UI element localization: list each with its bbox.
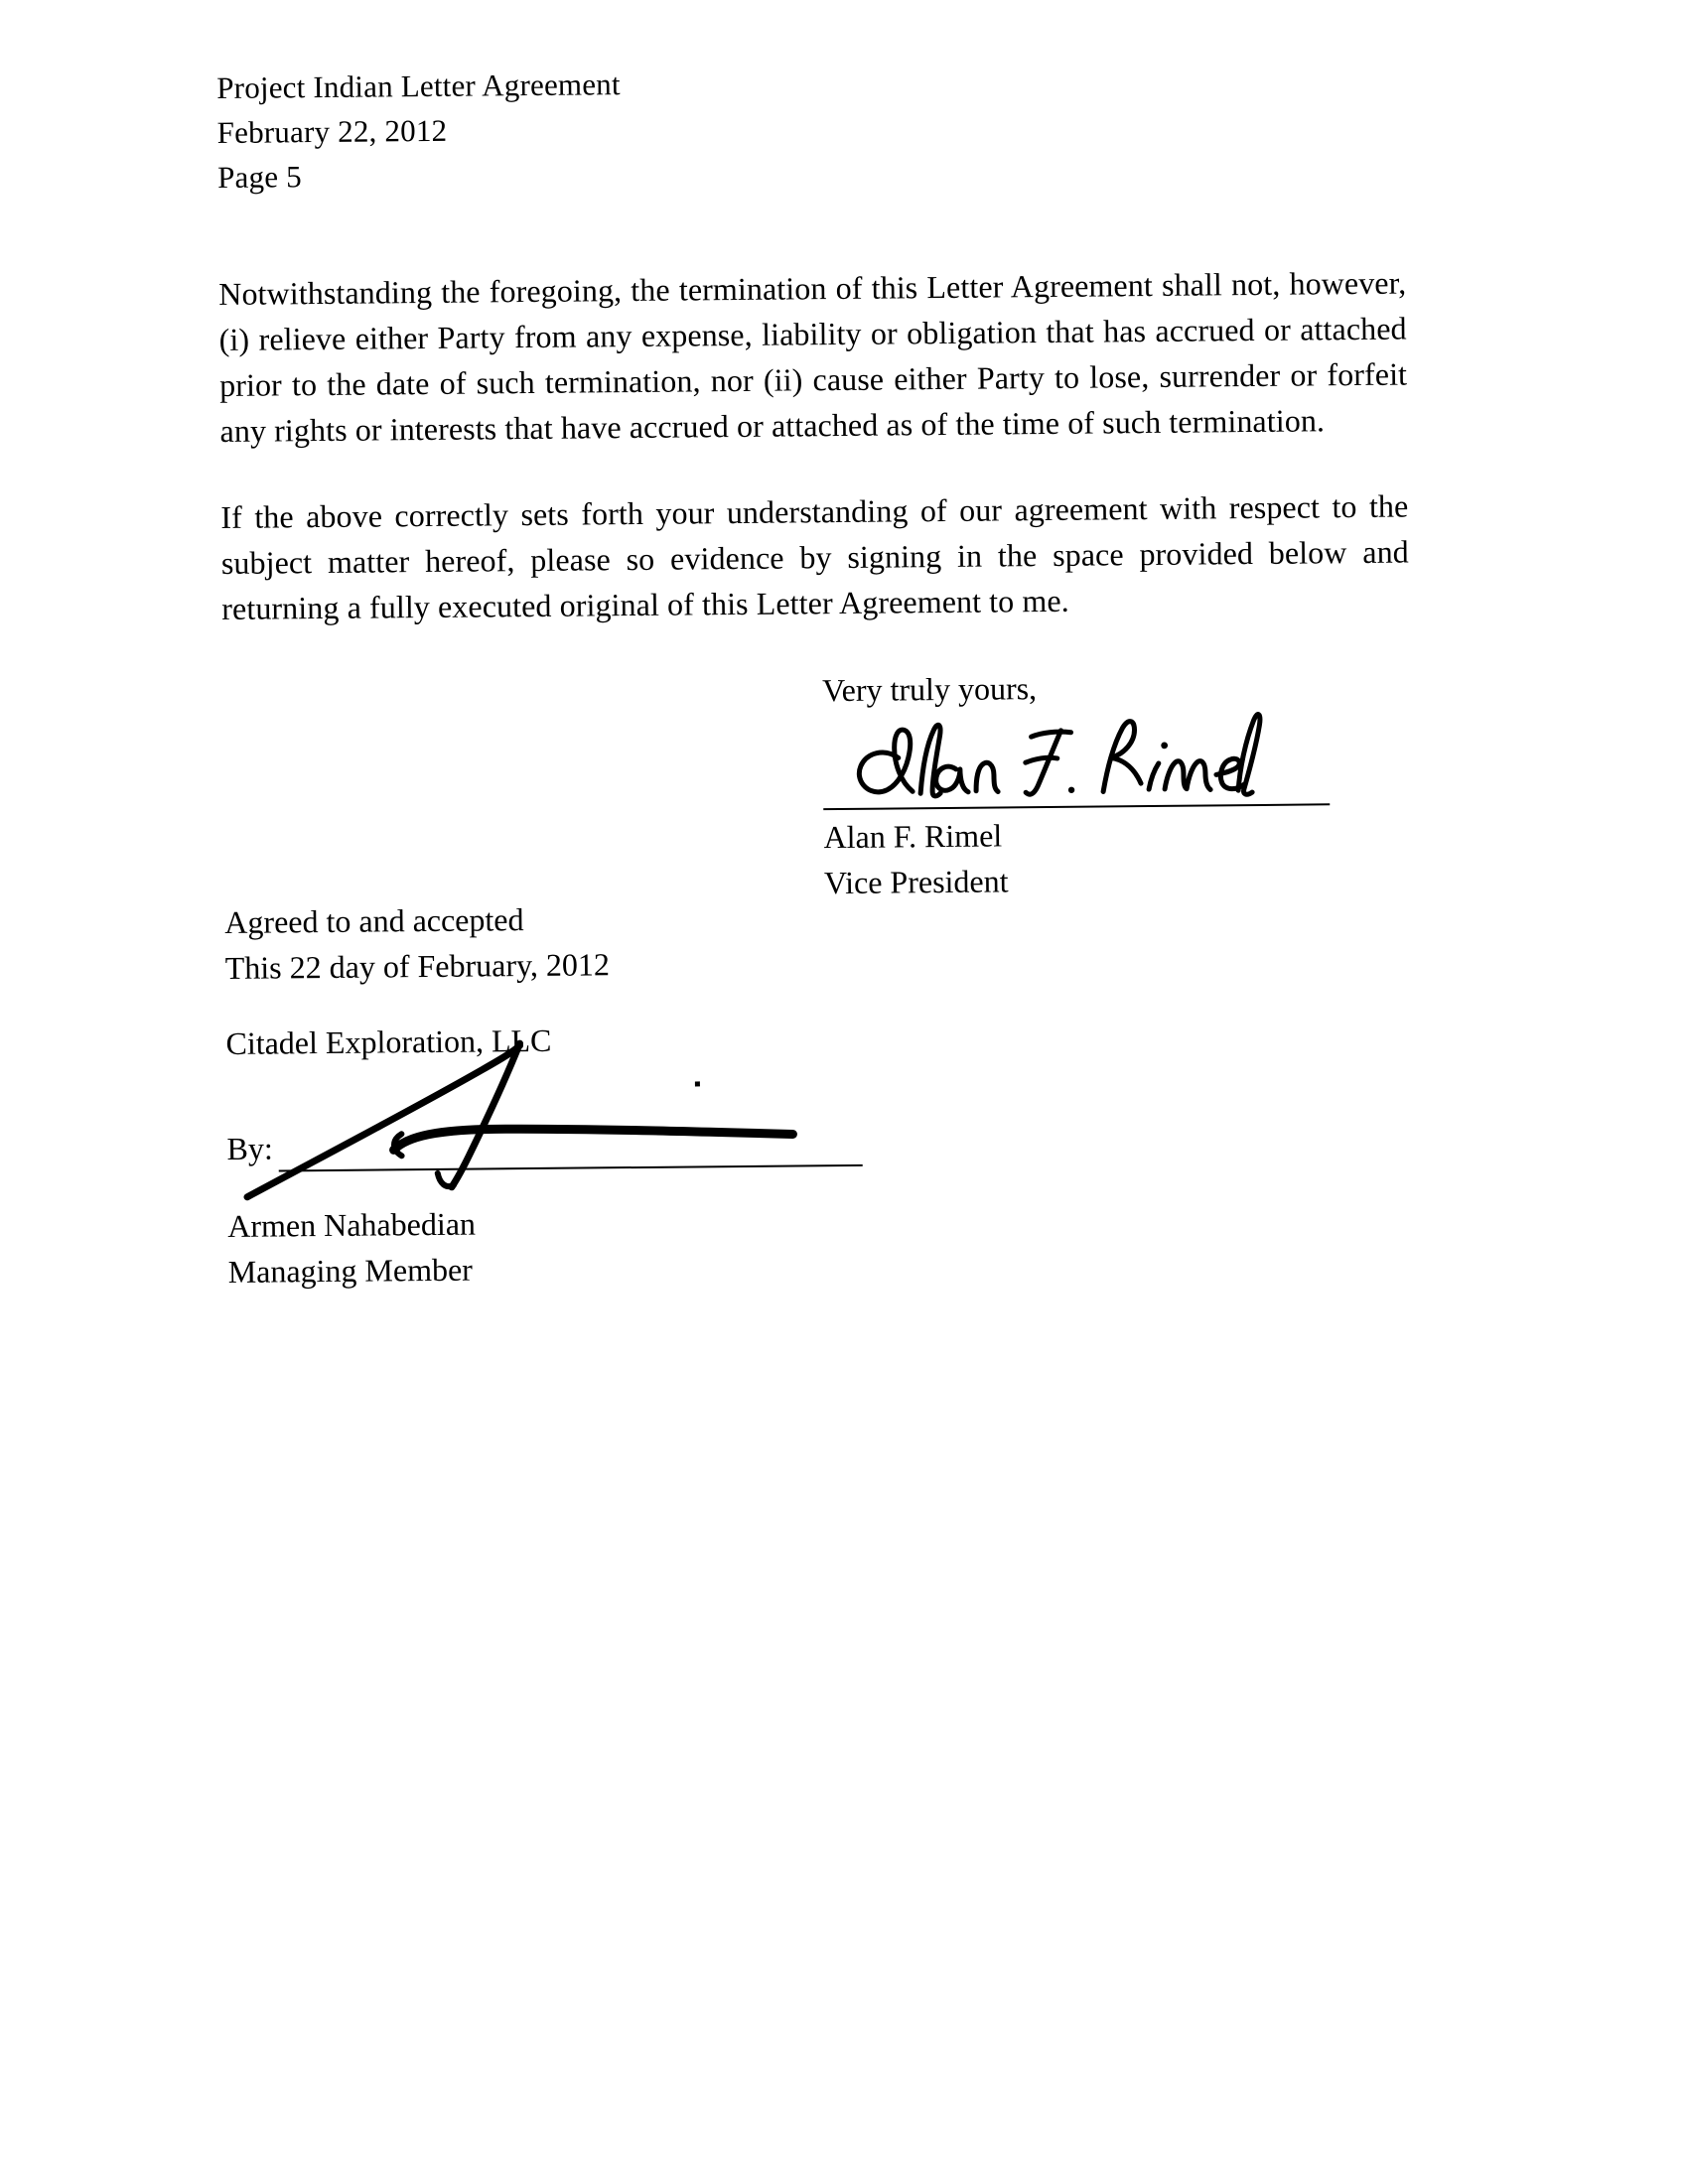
signer-identity-rimel [823, 809, 1331, 905]
body-paragraph-execution-request: If the above correctly sets forth your understanding of our agreement with respect to the subject matter hereof, please so evidence by signing in the space provided below and returning a fully executed original of this Letter Agreement to me. [220, 487, 1409, 626]
handwritten-signature-alan-rimel [836, 705, 1264, 818]
signature-line-armen [279, 1164, 863, 1172]
signer-title-rimel: Vice President [823, 863, 1009, 901]
acceptance-line-agreed: Agreed to and accepted [224, 901, 524, 940]
signer-name-armen: Armen Nahabedian [227, 1205, 477, 1244]
entity-name-citadel: Citadel Exploration, LLC [225, 1022, 552, 1061]
closing-salutation: Very truly yours, [821, 670, 1038, 709]
signer-identity-armen [227, 1201, 477, 1295]
page-header [216, 62, 622, 200]
by-label: By: [226, 1130, 273, 1166]
acceptance-block [224, 895, 610, 991]
entity-block [225, 1018, 551, 1066]
scan-artifact-dot [695, 1081, 700, 1086]
closing-signature-block [822, 662, 1331, 905]
header-page-number: Page 5 [216, 159, 303, 196]
signature-area-rimel [822, 714, 1330, 810]
header-title: Project Indian Letter Agreement [216, 67, 621, 106]
signer-name-rimel: Alan F. Rimel [823, 817, 1003, 856]
body-paragraph-termination: Notwithstanding the foregoing, the termination of this Letter Agreement shall not, however, (i) relieve either Party from any expense, liability or obligation that has accrued or attached prior to the date of such termination, nor (ii) cause either Party to lose, surrender or forfeit any rights or interests that have accrued or attached as of the time of such termination. [218, 264, 1408, 450]
acceptance-line-date: This 22 day of February, 2012 [224, 946, 611, 986]
signer-title-armen: Managing Member [227, 1251, 474, 1290]
header-date: February 22, 2012 [216, 112, 448, 151]
